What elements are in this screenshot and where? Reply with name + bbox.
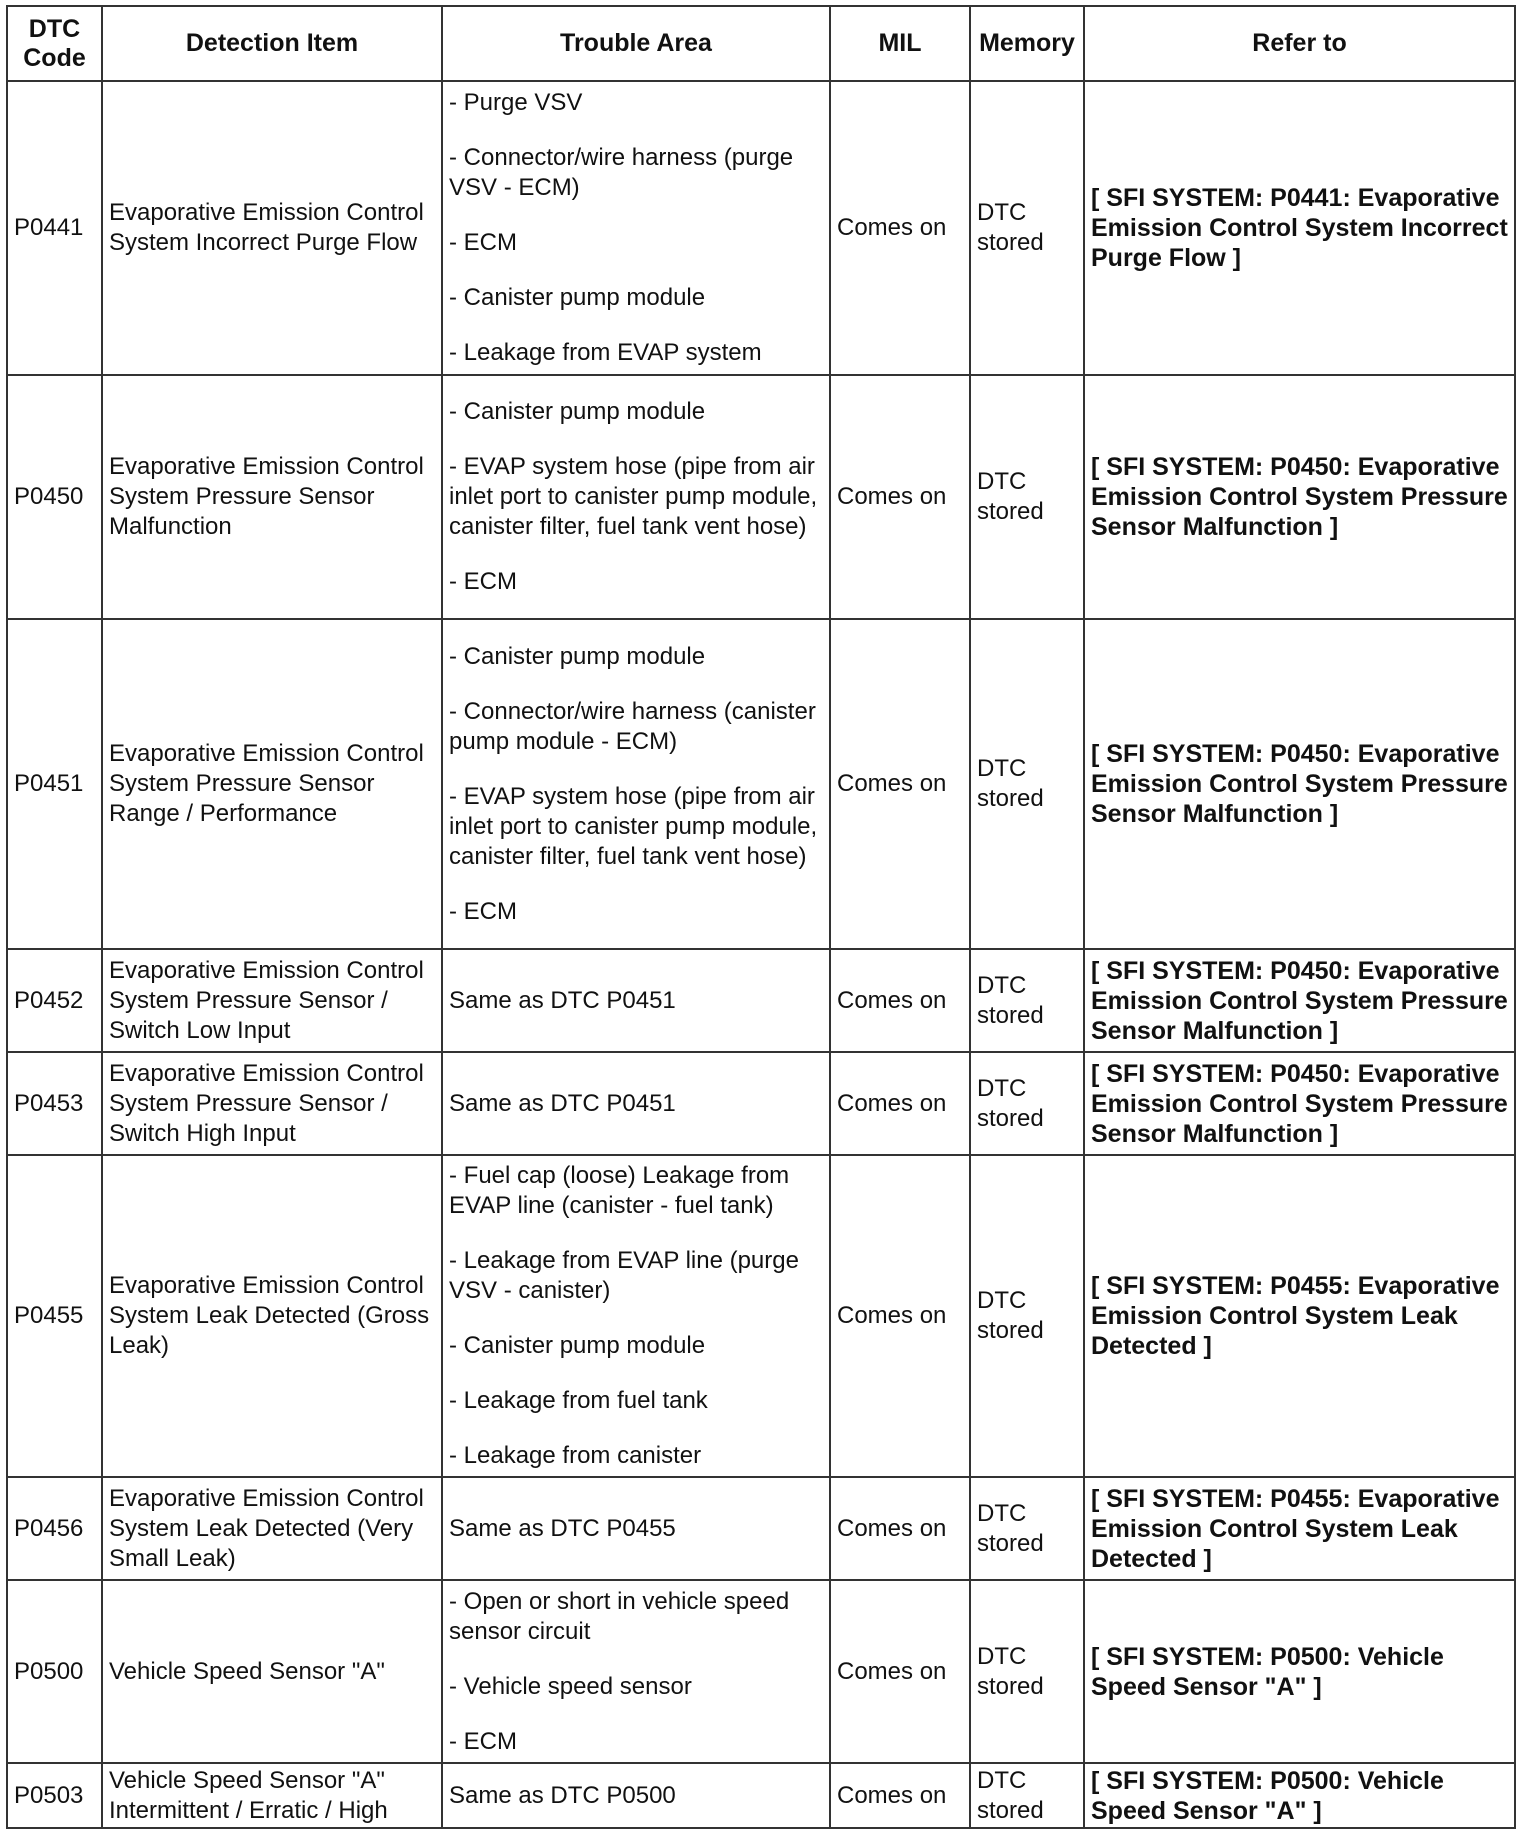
trouble-area-cell (442, 1580, 830, 1763)
header-row (7, 6, 1515, 81)
detection-item-cell: Evaporative Emission Control System Incorrect Purge Flow (102, 81, 442, 375)
refer-to-link[interactable]: [ SFI SYSTEM: P0450: Evaporative Emission Control System Pressure Sensor Malfunction ] (1084, 1052, 1515, 1155)
memory-cell: DTC stored (970, 81, 1084, 375)
trouble-area-item: - Open or short in vehicle speed sensor circuit (449, 1587, 790, 1645)
trouble-area-item: - Canister pump module (449, 284, 706, 311)
mil-cell: Comes on (830, 375, 970, 619)
trouble-area-item: - Leakage from EVAP line (purge VSV - canister) (449, 1247, 799, 1304)
trouble-area-item: - Connector/wire harness (purge VSV - ECM) (449, 144, 794, 201)
header-dtc-code (7, 6, 102, 81)
dtc-code-cell: P0450 (7, 375, 102, 619)
detection-item-cell: Evaporative Emission Control System Pressure Sensor / Switch Low Input (102, 949, 442, 1052)
mil-cell: Comes on (830, 1580, 970, 1763)
refer-to-link[interactable]: [ SFI SYSTEM: P0500: Vehicle Speed Sensor "A" ] (1084, 1580, 1515, 1763)
header-detection-item: Detection Item (102, 6, 442, 81)
detection-item-cell: Evaporative Emission Control System Leak Detected (Very Small Leak) (102, 1477, 442, 1580)
trouble-area-item: Same as DTC P0451 (449, 1089, 676, 1117)
mil-cell: Comes on (830, 1477, 970, 1580)
refer-to-link[interactable]: [ SFI SYSTEM: P0455: Evaporative Emission Control System Leak Detected ] (1084, 1477, 1515, 1580)
mil-cell: Comes on (830, 949, 970, 1052)
dtc-code-cell: P0453 (7, 1052, 102, 1155)
mil-cell: Comes on (830, 619, 970, 949)
memory-cell: DTC stored (970, 619, 1084, 949)
trouble-area-cell (442, 619, 830, 949)
table-row (7, 949, 1515, 1052)
table-row (7, 1155, 1515, 1477)
dtc-code-cell: P0503 (7, 1763, 102, 1828)
header-dtc-code-line2: Code (23, 43, 86, 72)
memory-cell: DTC stored (970, 1580, 1084, 1763)
table-row (7, 619, 1515, 949)
table-row (7, 1763, 1515, 1828)
header-dtc-code-line1: DTC (28, 14, 81, 43)
trouble-area-cell (442, 1477, 830, 1580)
trouble-area-item: - Leakage from EVAP system (449, 339, 762, 366)
trouble-area-item: - Leakage from fuel tank (449, 1387, 708, 1414)
dtc-code-cell: P0455 (7, 1155, 102, 1477)
table-row (7, 375, 1515, 619)
trouble-area-item: - Leakage from canister (449, 1442, 702, 1469)
trouble-area-cell (442, 1763, 830, 1828)
header-memory: Memory (970, 6, 1084, 81)
trouble-area-item: Same as DTC P0451 (449, 986, 676, 1014)
header-trouble-area: Trouble Area (442, 6, 830, 81)
trouble-area-item: - Connector/wire harness (canister pump module - ECM) (449, 697, 816, 755)
memory-cell: DTC stored (970, 1477, 1084, 1580)
detection-item-cell: Evaporative Emission Control System Leak Detected (Gross Leak) (102, 1155, 442, 1477)
detection-item-cell: Vehicle Speed Sensor "A" (102, 1580, 442, 1763)
trouble-area-cell (442, 1155, 830, 1477)
trouble-area-item: - EVAP system hose (pipe from air inlet port to canister pump module, canister filter, fuel tank vent hose) (449, 782, 818, 870)
trouble-area-item: - Fuel cap (loose) Leakage from EVAP line (canister - fuel tank) (449, 1162, 790, 1219)
dtc-code-cell: P0452 (7, 949, 102, 1052)
mil-cell: Comes on (830, 1052, 970, 1155)
memory-cell: DTC stored (970, 1052, 1084, 1155)
refer-to-link[interactable]: [ SFI SYSTEM: P0450: Evaporative Emission Control System Pressure Sensor Malfunction ] (1084, 375, 1515, 619)
memory-cell: DTC stored (970, 949, 1084, 1052)
memory-cell: DTC stored (970, 1763, 1084, 1828)
trouble-area-item: - Canister pump module (449, 642, 706, 670)
dtc-code-cell: P0500 (7, 1580, 102, 1763)
dtc-code-cell: P0456 (7, 1477, 102, 1580)
detection-item-cell: Evaporative Emission Control System Pressure Sensor / Switch High Input (102, 1052, 442, 1155)
table-row (7, 1477, 1515, 1580)
trouble-area-item: - Canister pump module (449, 1332, 706, 1359)
trouble-area-cell (442, 81, 830, 375)
table-row (7, 1580, 1515, 1763)
dtc-code-cell: P0441 (7, 81, 102, 375)
mil-cell: Comes on (830, 1763, 970, 1828)
header-refer-to: Refer to (1084, 6, 1515, 81)
dtc-code-cell: P0451 (7, 619, 102, 949)
trouble-area-item: - EVAP system hose (pipe from air inlet port to canister pump module, canister filter, fuel tank vent hose) (449, 453, 818, 540)
mil-cell: Comes on (830, 1155, 970, 1477)
trouble-area-item: - Canister pump module (449, 398, 706, 425)
refer-to-link[interactable]: [ SFI SYSTEM: P0455: Evaporative Emission Control System Leak Detected ] (1084, 1155, 1515, 1477)
trouble-area-item: - ECM (449, 229, 517, 256)
header-mil: MIL (830, 6, 970, 81)
trouble-area-cell (442, 1052, 830, 1155)
trouble-area-item: - ECM (449, 1727, 517, 1755)
trouble-area-item: - ECM (449, 568, 517, 595)
dtc-table-sheet (6, 5, 1514, 1827)
detection-item-cell: Evaporative Emission Control System Pressure Sensor Range / Performance (102, 619, 442, 949)
table-row (7, 81, 1515, 375)
refer-to-link[interactable]: [ SFI SYSTEM: P0450: Evaporative Emission Control System Pressure Sensor Malfunction ] (1084, 619, 1515, 949)
trouble-area-cell (442, 949, 830, 1052)
memory-cell: DTC stored (970, 375, 1084, 619)
refer-to-link[interactable]: [ SFI SYSTEM: P0500: Vehicle Speed Sensor "A" ] (1084, 1763, 1515, 1828)
trouble-area-item: - Purge VSV (449, 89, 583, 116)
mil-cell: Comes on (830, 81, 970, 375)
refer-to-link[interactable]: [ SFI SYSTEM: P0441: Evaporative Emission Control System Incorrect Purge Flow ] (1084, 81, 1515, 375)
table-row (7, 1052, 1515, 1155)
trouble-area-item: Same as DTC P0500 (449, 1781, 676, 1809)
detection-item-cell: Vehicle Speed Sensor "A" Intermittent / Erratic / High (102, 1763, 442, 1828)
dtc-table (6, 5, 1516, 1829)
detection-item-cell: Evaporative Emission Control System Pressure Sensor Malfunction (102, 375, 442, 619)
trouble-area-cell (442, 375, 830, 619)
refer-to-link[interactable]: [ SFI SYSTEM: P0450: Evaporative Emission Control System Pressure Sensor Malfunction ] (1084, 949, 1515, 1052)
trouble-area-item: - Vehicle speed sensor (449, 1672, 692, 1700)
trouble-area-item: Same as DTC P0455 (449, 1514, 676, 1542)
memory-cell: DTC stored (970, 1155, 1084, 1477)
trouble-area-item: - ECM (449, 897, 517, 925)
